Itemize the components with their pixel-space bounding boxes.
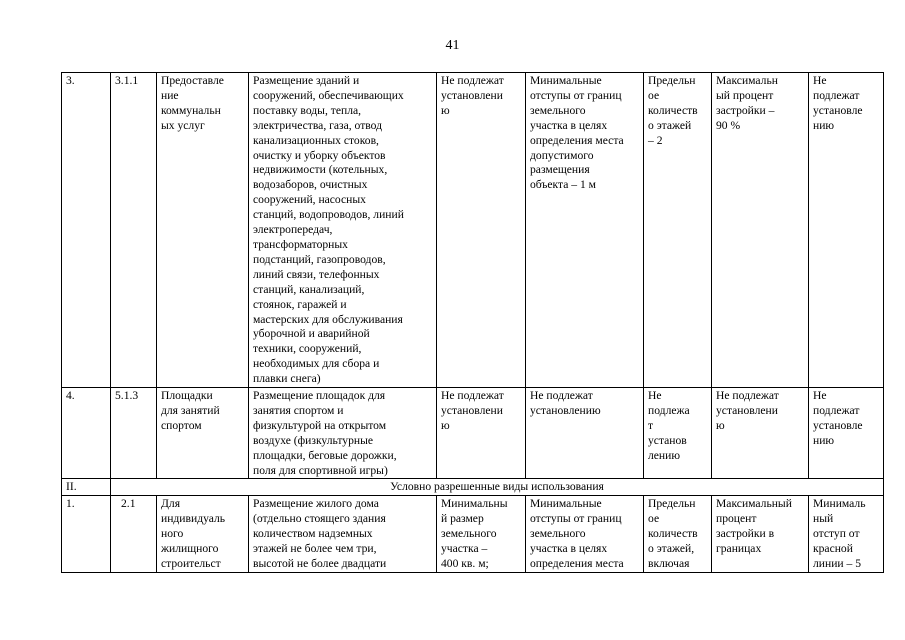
table-row bbox=[62, 496, 884, 573]
use-description: Размещение зданий и сооружений, обеспечивающих поставку воды, тепла, электричества, газа, отвод канализационных стоков, очистку и уборку объектов недвижимости (котельных, водозаборов, очистных сооружений, насосных станций, водопроводов, линий электропередач, трансформаторных подстанций, газопроводов, линий связи, телефонных станций, канализаций, стоянок, гаражей и мастерских для обслуживания уборочной и аварийной техники, сооружений, необходимых для сбора и плавки снега) bbox=[249, 73, 437, 388]
section-number: II. bbox=[62, 479, 111, 496]
use-code: 3.1.1 bbox=[111, 73, 157, 388]
floors-limit: Предельн ое количеств о этажей, включая bbox=[644, 496, 712, 573]
coverage: Не подлежат установлени ю bbox=[712, 388, 809, 479]
coverage: Максимальн ый процент застройки – 90 % bbox=[712, 73, 809, 388]
row-number: 4. bbox=[62, 388, 111, 479]
page-number: 41 bbox=[445, 38, 460, 53]
table-row bbox=[62, 73, 884, 388]
row-number: 1. bbox=[62, 496, 111, 573]
use-code: 5.1.3 bbox=[111, 388, 157, 479]
plot-size: Минимальны й размер земельного участка – 400 кв. м; bbox=[437, 496, 526, 573]
other-params: Не подлежат установле нию bbox=[809, 388, 884, 479]
setback: Минимальные отступы от границ земельного участка в целях определения места допустимого размещения объекта – 1 м bbox=[526, 73, 644, 388]
other-params: Не подлежат установле нию bbox=[809, 73, 884, 388]
plot-size: Не подлежат установлени ю bbox=[437, 388, 526, 479]
floors-limit: Не подлежа т установ лению bbox=[644, 388, 712, 479]
use-description: Размещение жилого дома (отдельно стоящего здания количеством надземных этажей не более чем три, высотой не более двадцати bbox=[249, 496, 437, 573]
use-name: Для индивидуаль ного жилищного строительст bbox=[157, 496, 249, 573]
row-number: 3. bbox=[62, 73, 111, 388]
table-row bbox=[62, 388, 884, 479]
use-code: 2.1 bbox=[111, 496, 157, 573]
other-params: Минималь ный отступ от красной линии – 5 bbox=[809, 496, 884, 573]
use-description: Размещение площадок для занятия спортом и физкультурой на открытом воздухе (физкультурные площадки, беговые дорожки, поля для спортивной игры) bbox=[249, 388, 437, 479]
coverage: Максимальный процент застройки в границах bbox=[712, 496, 809, 573]
regulations-table bbox=[61, 72, 884, 573]
setback: Не подлежат установлению bbox=[526, 388, 644, 479]
section-row bbox=[62, 479, 884, 496]
section-title: Условно разрешенные виды использования bbox=[111, 479, 884, 496]
floors-limit: Предельн ое количеств о этажей – 2 bbox=[644, 73, 712, 388]
setback: Минимальные отступы от границ земельного участка в целях определения места bbox=[526, 496, 644, 573]
use-name: Предоставле ние коммунальн ых услуг bbox=[157, 73, 249, 388]
use-name: Площадки для занятий спортом bbox=[157, 388, 249, 479]
plot-size: Не подлежат установлени ю bbox=[437, 73, 526, 388]
